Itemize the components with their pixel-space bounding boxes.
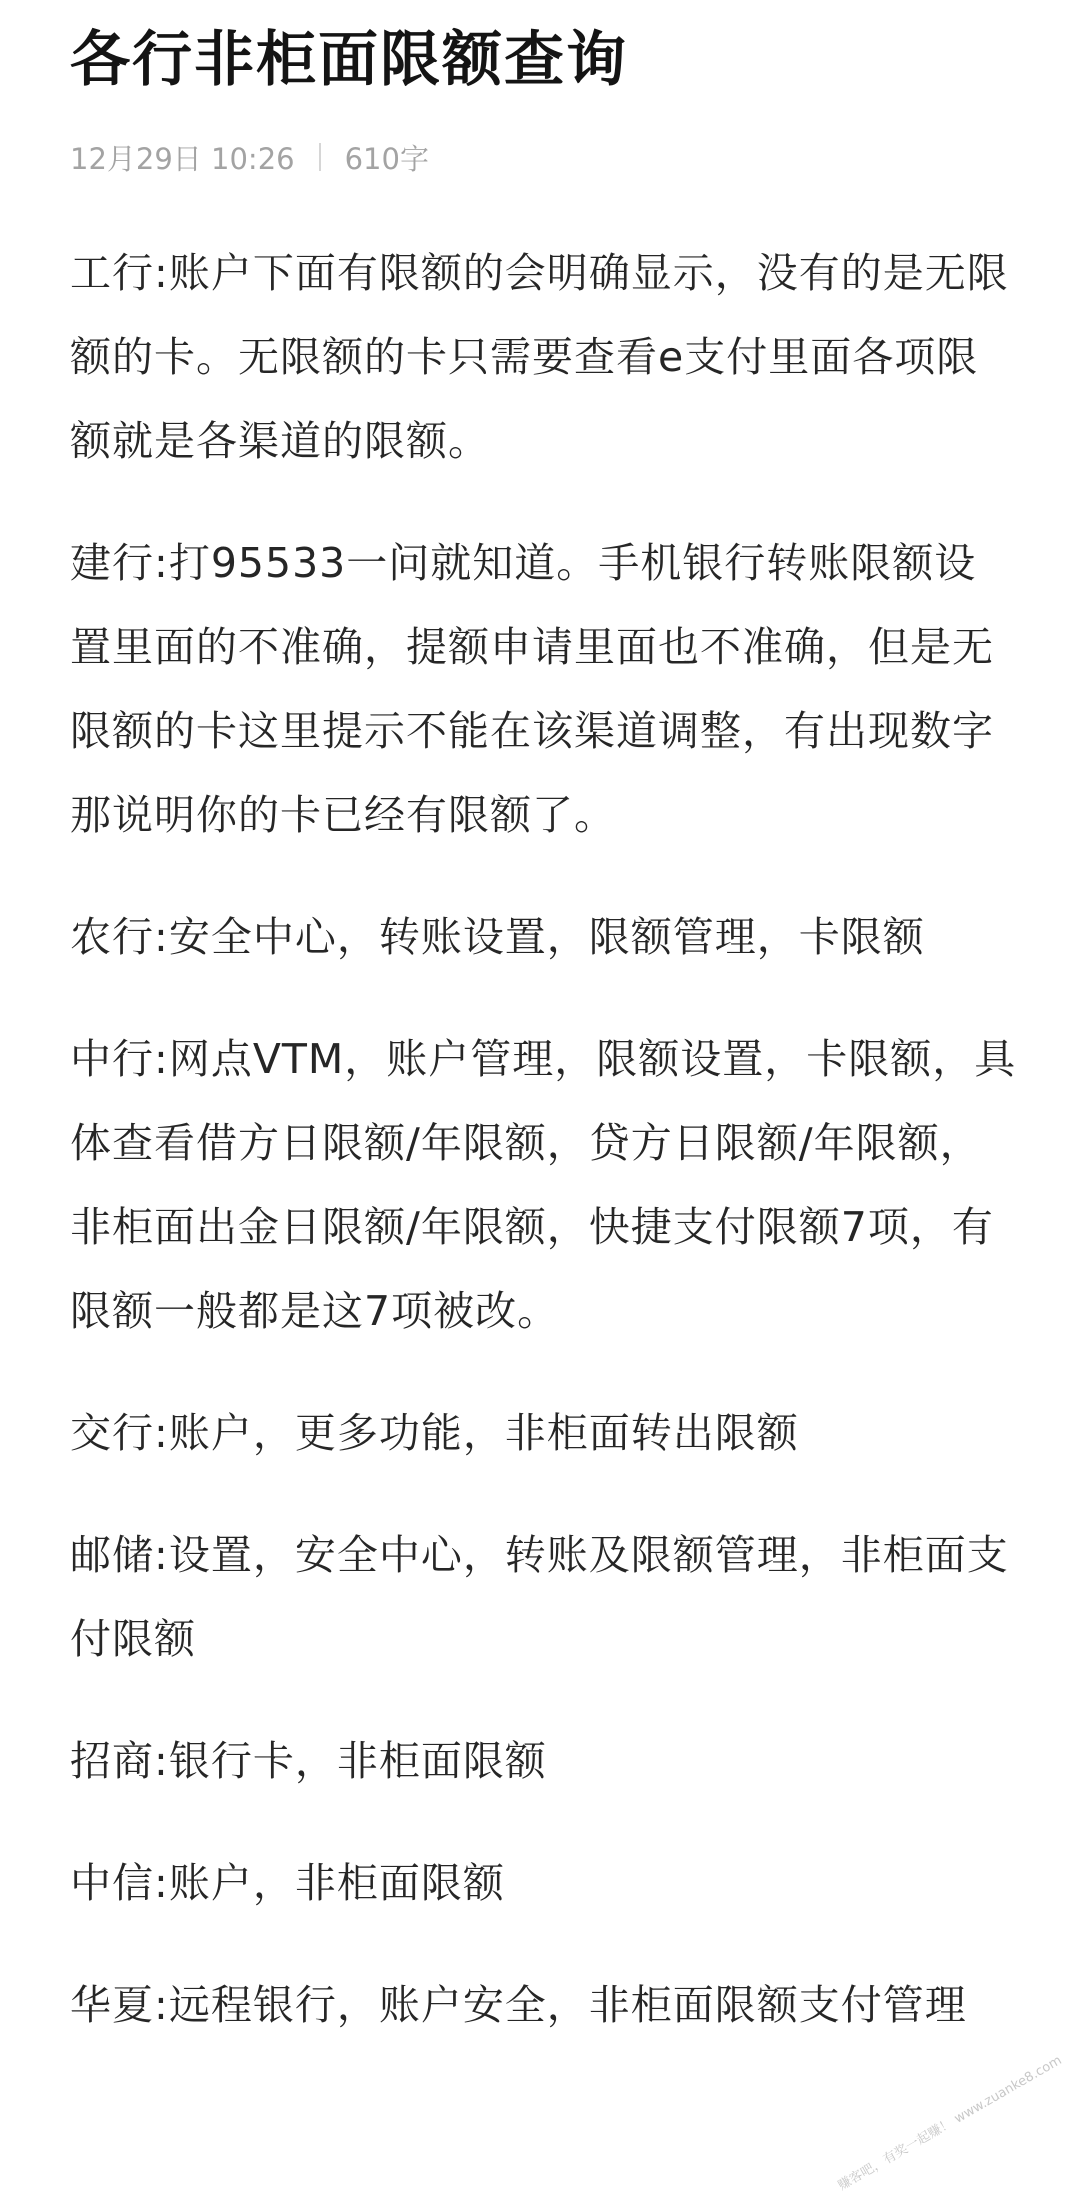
article-meta [70, 137, 1018, 177]
site-watermark: 赚客吧，有奖一起赚！ www.zuanke8.com [835, 2053, 1064, 2194]
word-count: 610字 [344, 141, 429, 176]
paragraph-icbc: 工行:账户下面有限额的会明确显示，没有的是无限额的卡。无限额的卡只需要查看e支付里面各项限额就是各渠道的限额。 [70, 249, 1009, 465]
article-body [70, 231, 1018, 2047]
paragraph-abc: 农行:安全中心，转账设置，限额管理，卡限额 [70, 913, 925, 961]
paragraph-citic: 中信:账户，非柜面限额 [70, 1859, 505, 1907]
paragraph-cmb: 招商:银行卡，非柜面限额 [70, 1737, 547, 1785]
paragraph-hxb: 华夏:远程银行，账户安全，非柜面限额支付管理 [70, 1981, 967, 2029]
meta-separator [319, 143, 321, 171]
publish-date: 12月29日 10:26 [70, 141, 295, 176]
paragraph-psbc: 邮储:设置，安全中心，转账及限额管理，非柜面支付限额 [70, 1531, 1009, 1663]
article-title: 各行非柜面限额查询 [70, 25, 628, 95]
paragraph-boc: 中行:网点VTM，账户管理，限额设置，卡限额，具体查看借方日限额/年限额，贷方日限额/年限额，非柜面出金日限额/年限额，快捷支付限额7项，有限额一般都是这7项被改。 [70, 1035, 1017, 1335]
paragraph-ccb: 建行:打95533一问就知道。手机银行转账限额设置里面的不准确，提额申请里面也不准确，但是无限额的卡这里提示不能在该渠道调整，有出现数字那说明你的卡已经有限额了。 [70, 539, 994, 839]
paragraph-bocom: 交行:账户，更多功能，非柜面转出限额 [70, 1409, 799, 1457]
